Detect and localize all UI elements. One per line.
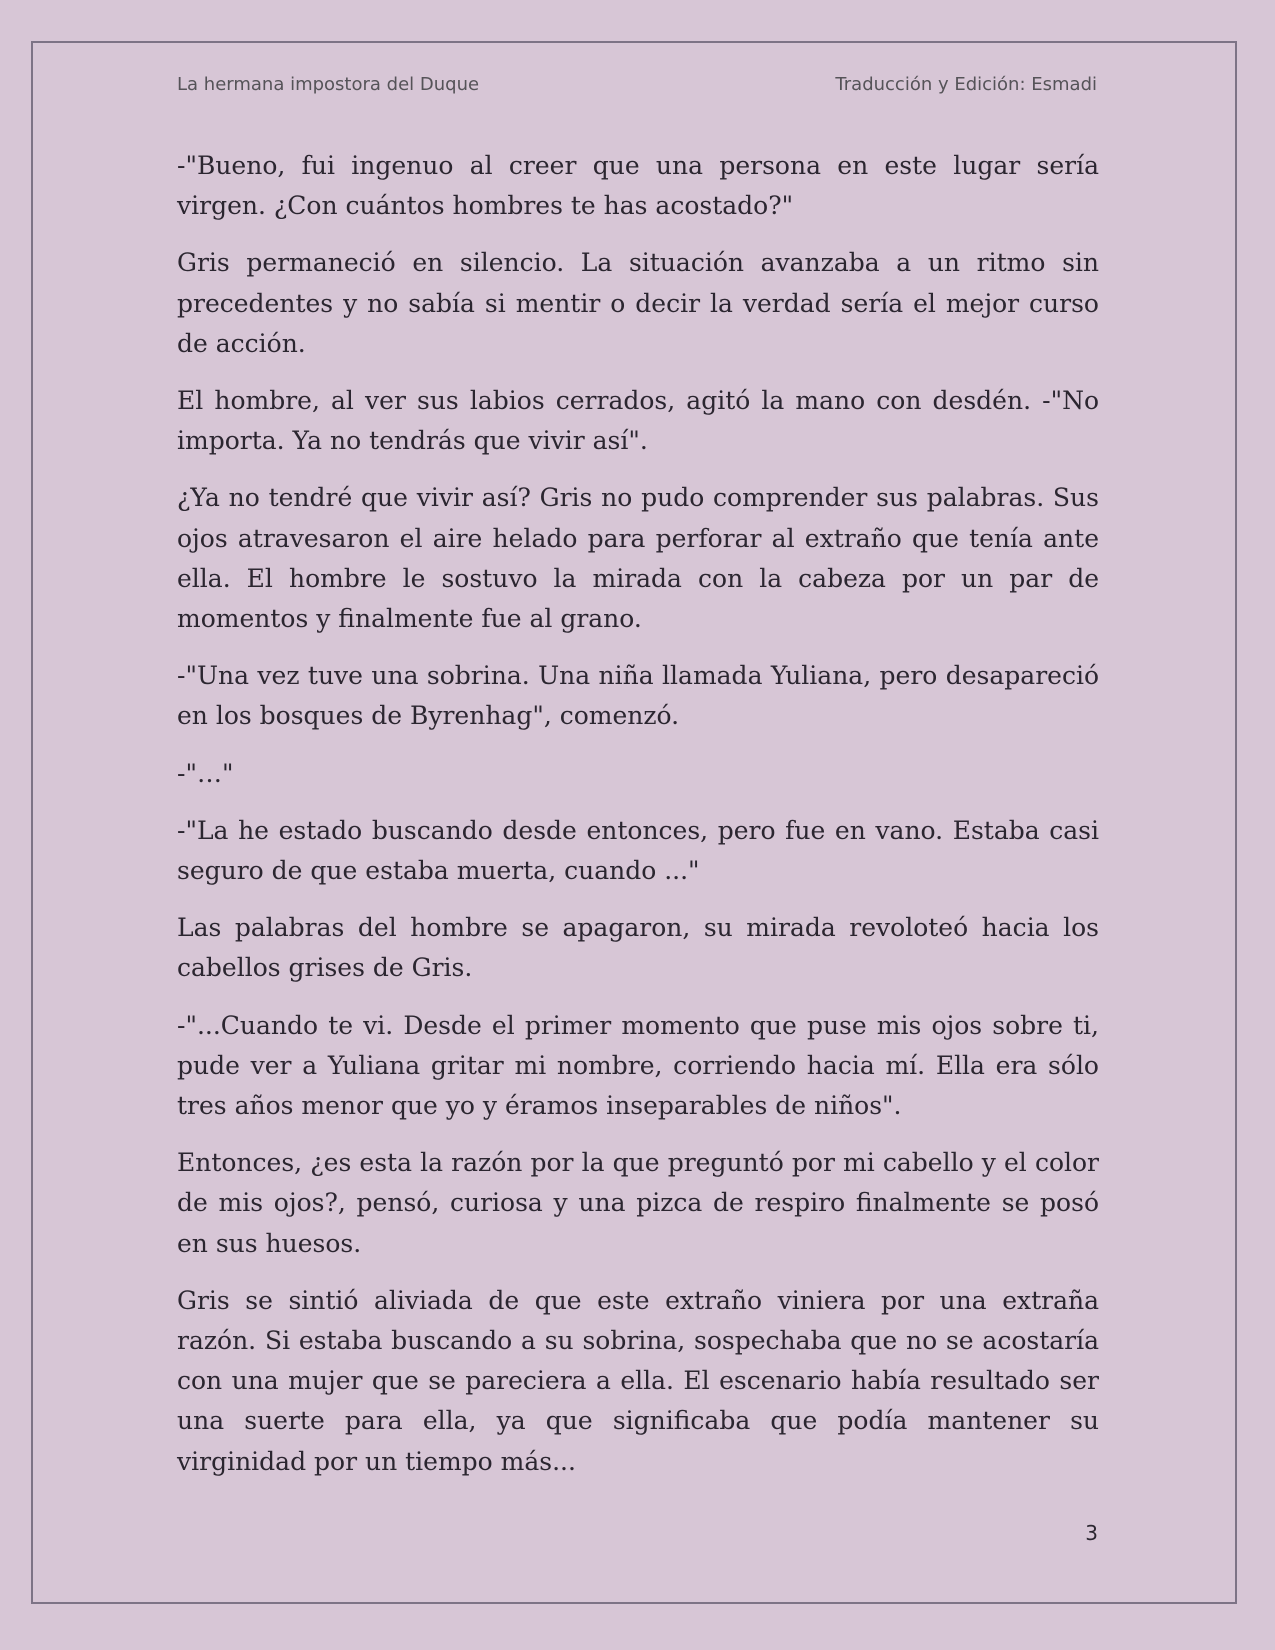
header-book-title: La hermana impostora del Duque xyxy=(177,74,480,95)
paragraph: Gris se sintió aliviada de que este extraño viniera por una extraña razón. Si estaba buscando a su sobrina, sospechaba que no se acostaría con una mujer que se pareciera a ella. El escenario había resultado ser una suerte para ella, ya que significaba que podía mantener su virginidad por un tiempo más... xyxy=(177,1285,1099,1476)
paragraph: ¿Ya no tendré que vivir así? Gris no pudo comprender sus palabras. Sus ojos atravesaron el aire helado para perforar al extraño que tenía ante ella. El hombre le sostuvo la mirada con la cabeza por un par de momentos y finalmente fue al grano. xyxy=(177,483,1099,634)
header-translator-credit: Traducción y Edición: Esmadi xyxy=(835,74,1097,95)
page-header xyxy=(177,74,1097,100)
paragraph: El hombre, al ver sus labios cerrados, agitó la mano con desdén. -"No importa. Ya no tendrás que vivir así". xyxy=(177,386,1099,456)
paragraph: -"La he estado buscando desde entonces, pero fue en vano. Estaba casi seguro de que estaba muerta, cuando ..." xyxy=(177,815,1099,886)
page-number: 3 xyxy=(1085,1521,1098,1545)
document-body xyxy=(177,146,1099,1499)
paragraph: -"Una vez tuve una sobrina. Una niña llamada Yuliana, pero desapareció en los bosques de Byrenhag", comenzó. xyxy=(177,661,1099,731)
paragraph: Las palabras del hombre se apagaron, su mirada revoloteó hacia los cabellos grises de Gris. xyxy=(177,913,1099,983)
paragraph: -"...Cuando te vi. Desde el primer momento que puse mis ojos sobre ti, pude ver a Yuliana gritar mi nombre, corriendo hacia mí. Ella era sólo tres años menor que yo y éramos inseparables de niños". xyxy=(177,1010,1099,1121)
paragraph: -"Bueno, fui ingenuo al creer que una persona en este lugar sería virgen. ¿Con cuántos hombres te has acostado?" xyxy=(177,151,1099,221)
paragraph: -"…" xyxy=(177,758,234,788)
paragraph: Gris permaneció en silencio. La situación avanzaba a un ritmo sin precedentes y no sabía si mentir o decir la verdad sería el mejor curso de acción. xyxy=(177,248,1099,358)
paragraph: Entonces, ¿es esta la razón por la que preguntó por mi cabello y el color de mis ojos?, pensó, curiosa y una pizca de respiro finalmente se posó en sus huesos. xyxy=(177,1148,1099,1258)
